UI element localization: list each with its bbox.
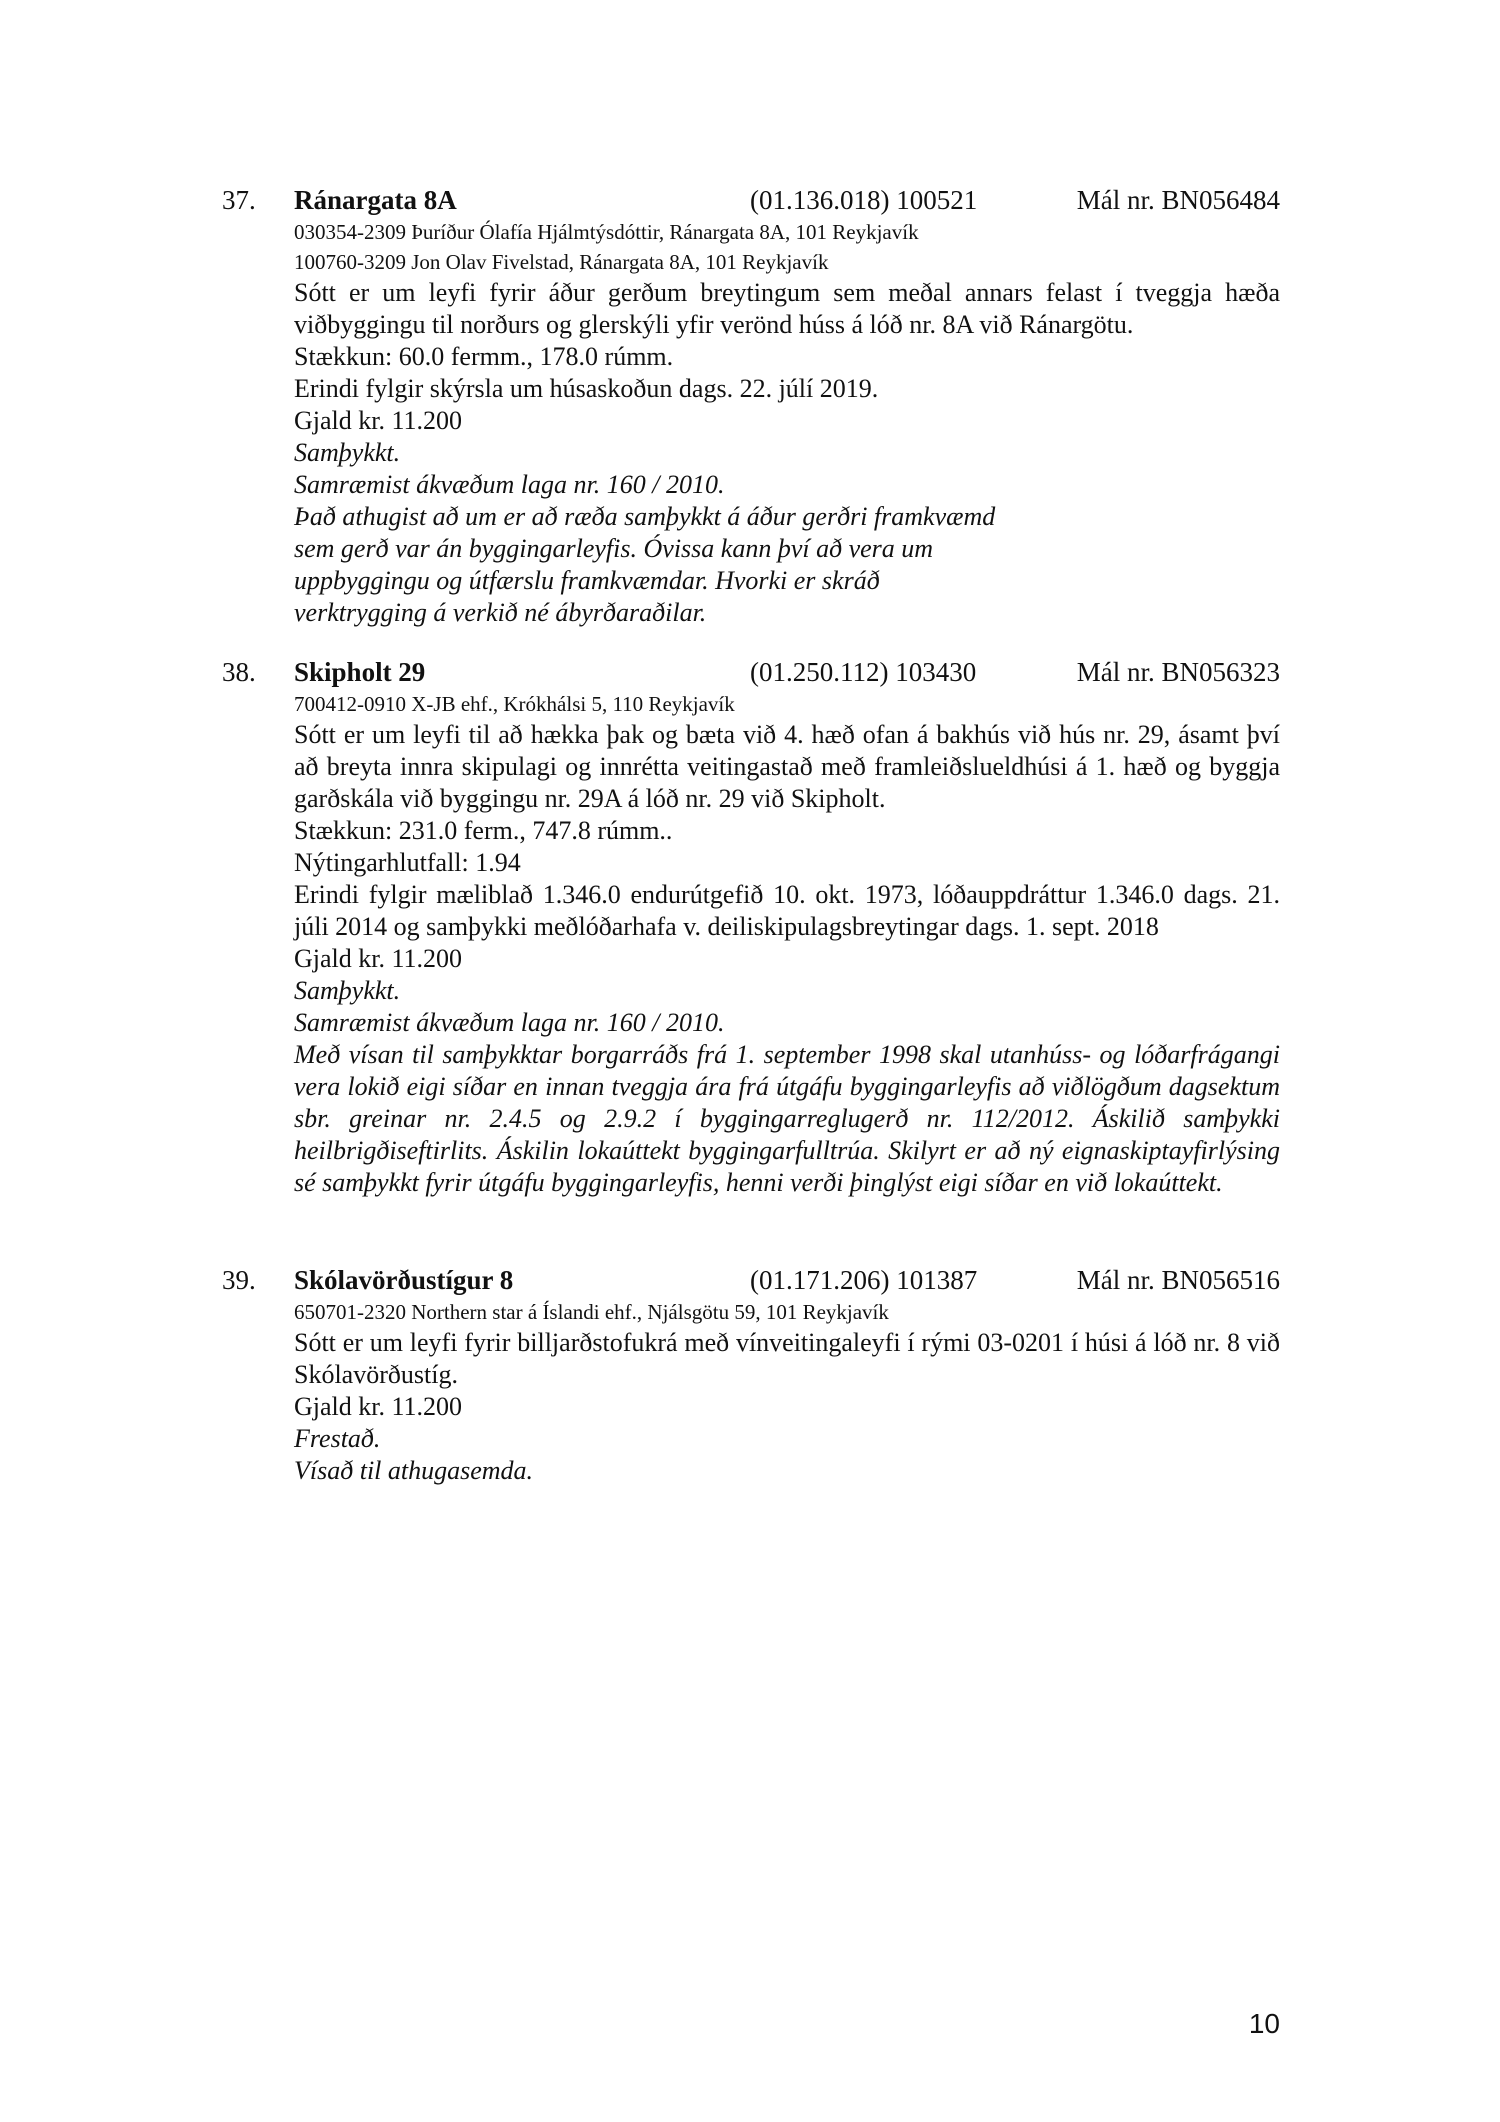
decision-line: Samræmist ákvæðum laga nr. 160 / 2010. [294,1008,725,1037]
entry-body [294,689,1280,1199]
land-id: (01.171.206) 101387 [750,1265,978,1295]
entry-address: Ránargata 8A [294,185,457,215]
entry-header [222,655,1280,689]
entry-address: Skólavörðustígur 8 [294,1265,514,1295]
entry-address: Skipholt 29 [294,657,426,687]
case-number: Mál nr. BN056484 [1076,185,1280,215]
decision-line: Frestað. [294,1424,381,1453]
detail-line: Nýtingarhlutfall: 1.94 [294,848,521,877]
decision-line: uppbyggingu og útfærslu framkvæmdar. Hvorki er skráð [294,566,880,595]
decision-line: Samræmist ákvæðum laga nr. 160 / 2010. [294,470,725,499]
applicant: 030354-2309 Þuríður Ólafía Hjálmtýsdóttir, Ránargata 8A, 101 Reykjavík [294,220,919,244]
decision-line: Vísað til athugasemda. [294,1456,534,1485]
fee-line: Gjald kr. 11.200 [294,406,463,435]
entry-number: 37. [222,185,256,215]
entry-body [294,1297,1280,1487]
case-number: Mál nr. BN056323 [1076,657,1280,687]
applicant: 100760-3209 Jon Olav Fivelstad, Ránargata 8A, 101 Reykjavík [294,250,829,274]
application-description: Sótt er um leyfi fyrir billjarðstofukrá með vínveitingaleyfi í rými 03-0201 í húsi á lóð nr. 8 við Skólavörðustíg. [294,1328,1280,1389]
case-entry [222,655,1280,1199]
application-description: Sótt er um leyfi til að hækka þak og bæta við 4. hæð ofan á bakhús við hús nr. 29, ásamt því að breyta innra skipulagi og innrétta veitingastað með framleiðslueldhúsi á 1. hæð og byggja garðskála við byggingu nr. 29A á lóð nr. 29 við Skipholt. [294,720,1280,813]
decision-line: Samþykkt. [294,438,401,467]
land-id: (01.136.018) 100521 [750,185,978,215]
fee-line: Gjald kr. 11.200 [294,1392,463,1421]
detail-line: Stækkun: 231.0 ferm., 747.8 rúmm.. [294,816,673,845]
entry-header [222,183,1280,217]
detail-line: Erindi fylgir mæliblað 1.346.0 endurútgefið 10. okt. 1973, lóðauppdráttur 1.346.0 dags. 21. júli 2014 og samþykki meðlóðarhafa v. deiliskipulagsbreytingar dags. 1. sept. 2018 [294,880,1280,941]
page-number: 10 [1248,2008,1280,2039]
decision-line: verktrygging á verkið né ábyrðaraðilar. [294,598,707,627]
applicant: 650701-2320 Northern star á Íslandi ehf., Njálsgötu 59, 101 Reykjavík [294,1300,889,1324]
entry-number: 39. [222,1265,256,1295]
entry-number: 38. [222,657,256,687]
decision-line: Samþykkt. [294,976,401,1005]
decision-conditions: Með vísan til samþykktar borgarráðs frá 1. september 1998 skal utanhúss- og lóðarfrágangi vera lokið eigi síðar en innan tveggja ára frá útgáfu byggingarleyfis að viðlögðum dagsektum sbr. greinar nr. 2.4.5 og 2.9.2 í byggingarreglugerð nr. 112/2012. Áskilið samþykki heilbrigðiseftirlits. Áskilin lokaúttekt byggingarfulltrúa. Skilyrt er að ný eignaskiptayfirlýsing sé samþykkt fyrir útgáfu byggingarleyfis, henni verði þinglýst eigi síðar en við lokaúttekt. [294,1040,1280,1197]
entry-header [222,1263,1280,1297]
land-id: (01.250.112) 103430 [750,657,977,687]
detail-line: Erindi fylgir skýrsla um húsaskoðun dags. 22. júlí 2019. [294,374,879,403]
application-description: Sótt er um leyfi fyrir áður gerðum breytingum sem meðal annars felast í tveggja hæða viðbyggingu til norðurs og glerskýli yfir verönd húss á lóð nr. 8A við Ránargötu. [294,278,1280,339]
detail-line: Stækkun: 60.0 fermm., 178.0 rúmm. [294,342,674,371]
case-entry [222,183,1280,629]
case-number: Mál nr. BN056516 [1076,1265,1280,1295]
applicant: 700412-0910 X-JB ehf., Krókhálsi 5, 110 Reykjavík [294,692,735,716]
decision-line: Það athugist að um er að ræða samþykkt á áður gerðri framkvæmd [294,502,996,531]
entry-body [294,217,1280,629]
decision-line: sem gerð var án byggingarleyfis. Óvissa kann því að vera um [294,534,934,563]
case-entry [222,1263,1280,1487]
fee-line: Gjald kr. 11.200 [294,944,463,973]
